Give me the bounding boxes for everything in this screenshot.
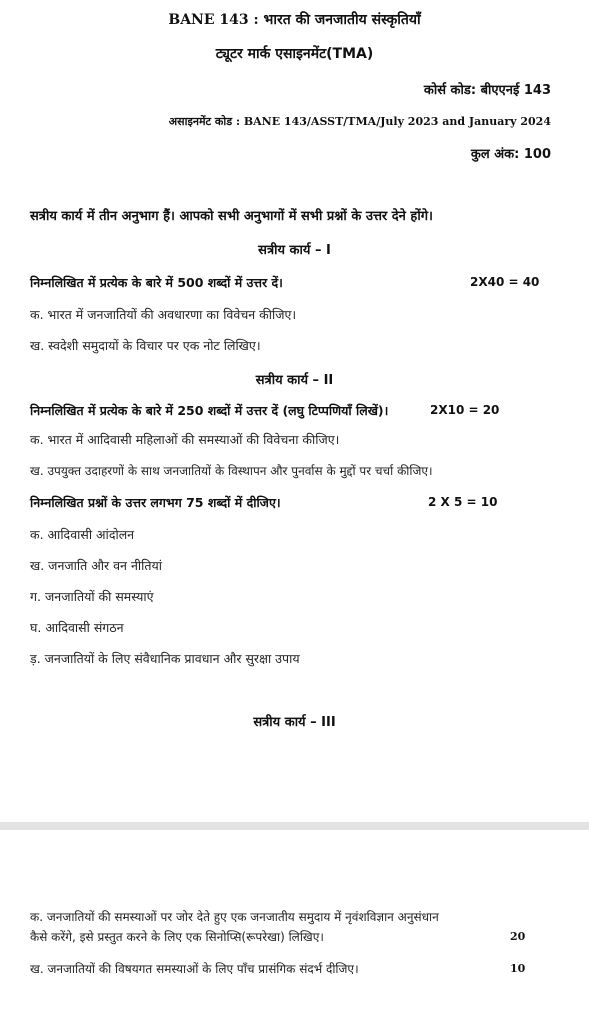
question-2b: ख. उपयुक्त उदाहरणों के साथ जनजातियों के विस्थापन और पुनर्वास के मुद्दों पर चर्चा कीजिए।	[30, 464, 433, 478]
short-question-a: क. आदिवासी आंदोलन	[30, 527, 135, 542]
short-question-c: ग. जनजातियों की समस्याएं	[30, 589, 154, 604]
course-code: कोर्स कोड: बीएएनई 143	[423, 83, 551, 98]
section-2-short-heading: निम्नलिखित प्रश्नों के उत्तर लगभग 75 शब्दों में दीजिए।	[30, 495, 281, 510]
question-1b: ख. स्वदेशी समुदायों के विचार पर एक नोट लिखिए।	[30, 338, 261, 353]
question-3a-marks: 20	[510, 930, 526, 943]
question-3b-marks: 10	[510, 962, 526, 975]
page-separator	[0, 822, 589, 830]
short-question-e: ड़. जनजातियों के लिए संवैधानिक प्रावधान और सुरक्षा उपाय	[30, 651, 300, 666]
question-3a-line-2: कैसे करेंगे, इसे प्रस्तुत करने के लिए एक सिनोप्सि(रूपरेखा) लिखिए।	[30, 930, 324, 944]
document-page-2	[0, 830, 589, 1024]
section-2-heading: निम्नलिखित में प्रत्येक के बारे में 250 शब्दों में उत्तर दें (लघु टिप्पणियाँ लिखें)।	[30, 403, 389, 418]
section-3-title: सत्रीय कार्य – III	[253, 715, 336, 730]
assignment-code: असाइनमेंट कोड : BANE 143/ASST/TMA/July 2023 and January 2024	[168, 115, 551, 128]
course-title: BANE 143 : भारत की जनजातीय संस्कृतियाँ	[168, 12, 421, 28]
question-3b: ख. जनजातियों की विषयगत समस्याओं के लिए पाँच प्रासंगिक संदर्भ दीजिए।	[30, 962, 359, 976]
short-question-d: घ. आदिवासी संगठन	[30, 620, 124, 635]
section-1-title: सत्रीय कार्य – I	[258, 243, 331, 258]
question-2a: क. भारत में आदिवासी महिलाओं की समस्याओं की विवेचना कीजिए।	[30, 432, 340, 447]
section-1-marks: 2X40 = 40	[470, 275, 540, 289]
section-1-heading: निम्नलिखित में प्रत्येक के बारे में 500 शब्दों में उत्तर दें।	[30, 275, 283, 290]
question-1a: क. भारत में जनजातियों की अवधारणा का विवेचन कीजिए।	[30, 307, 297, 322]
section-2-title: सत्रीय कार्य – II	[255, 373, 334, 388]
question-3a-line-1: क. जनजातियों की समस्याओं पर जोर देते हुए एक जनजातीय समुदाय में नृवंशविज्ञान अनुसंधान	[30, 910, 439, 924]
tma-title: ट्यूटर मार्क एसाइनमेंट(TMA)	[215, 46, 374, 62]
total-marks: कुल अंक: 100	[470, 147, 551, 162]
instructions: सत्रीय कार्य में तीन अनुभाग हैं। आपको सभी अनुभागों में सभी प्रश्नों के उत्तर देने होंगे।	[30, 209, 433, 224]
section-2-short-marks: 2 X 5 = 10	[428, 495, 498, 509]
short-question-b: ख. जनजाति और वन नीतियां	[30, 558, 162, 573]
section-2-marks: 2X10 = 20	[430, 403, 500, 417]
